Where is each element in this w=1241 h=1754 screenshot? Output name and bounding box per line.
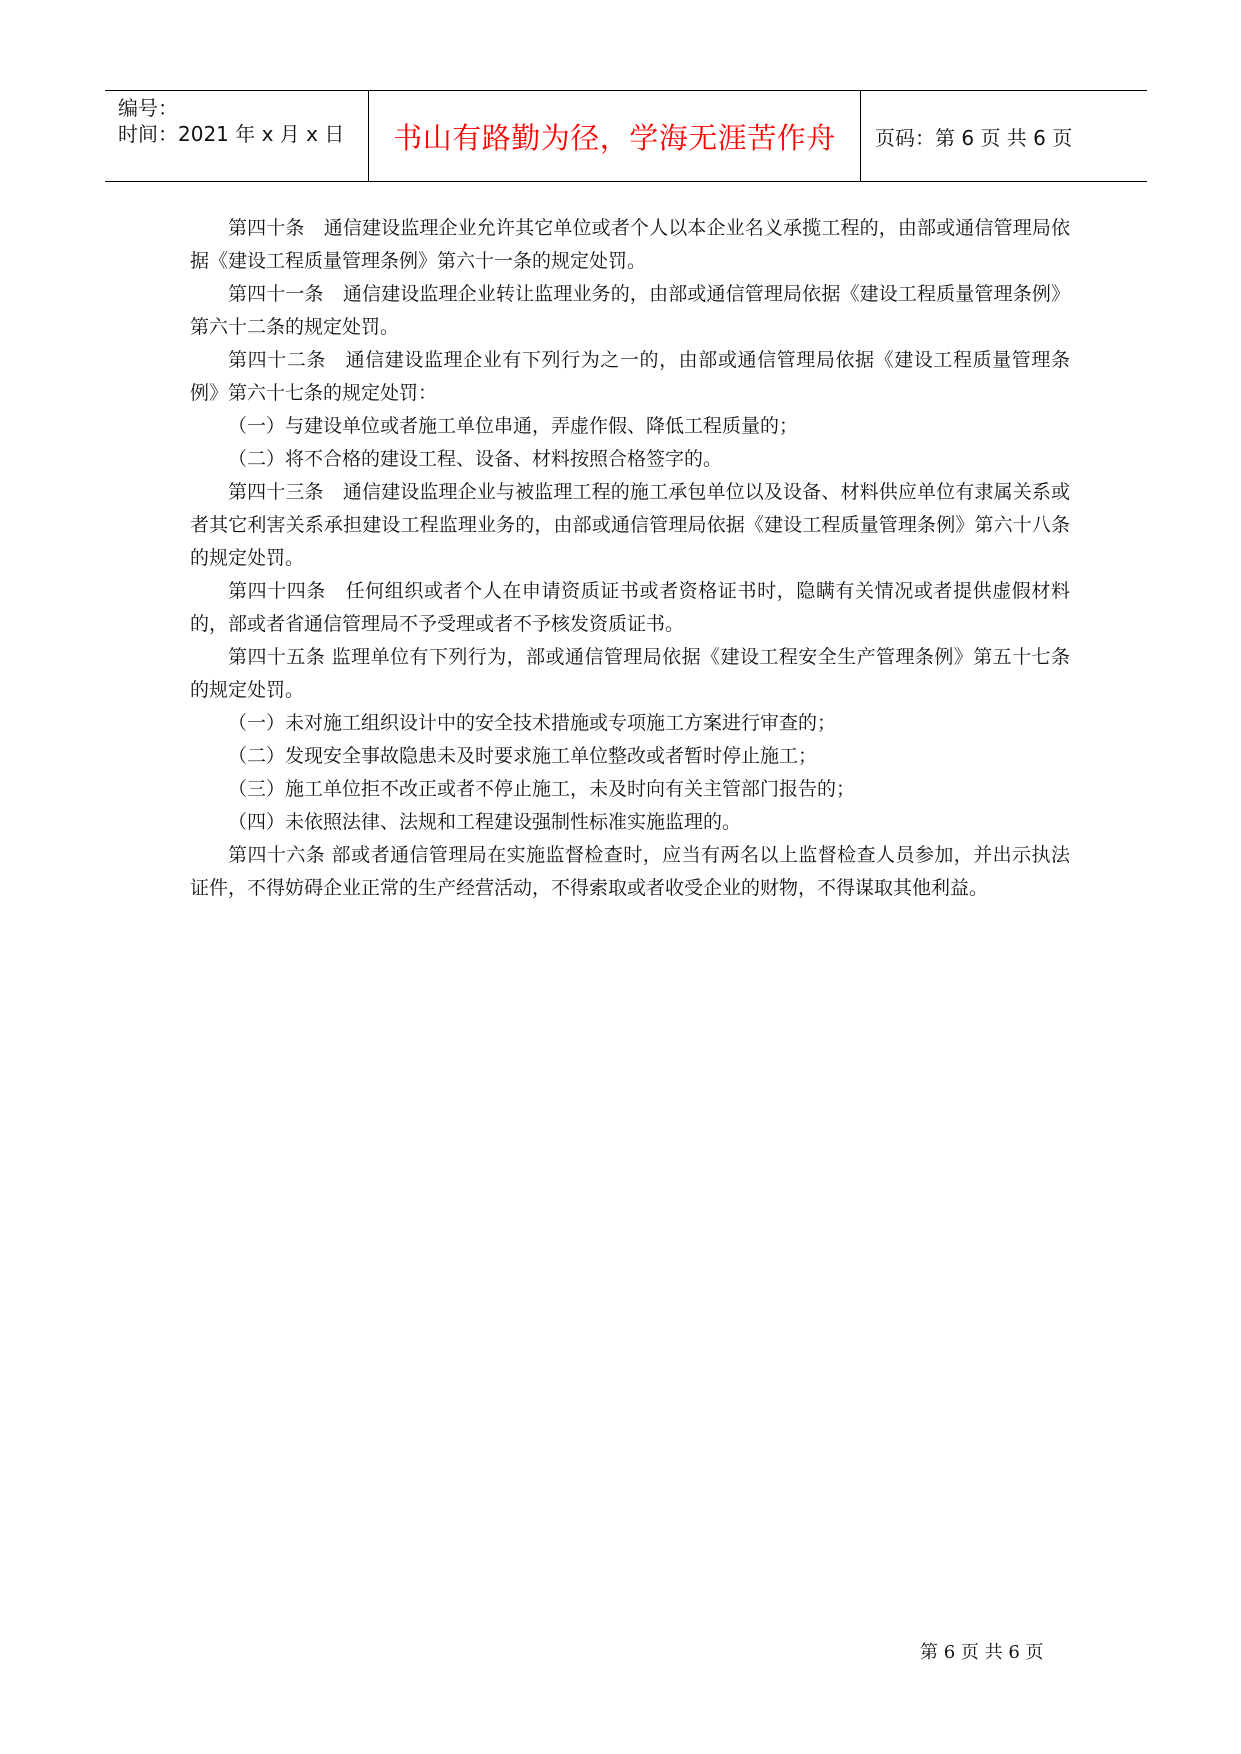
footer-page-number: 第 6 页 共 6 页 [920, 1642, 1044, 1663]
article-45-item-4: （四）未依照法律、法规和工程建设强制性标准实施监理的。 [228, 811, 742, 833]
header-page-cell [861, 91, 1147, 181]
header-motto-cell [369, 91, 861, 181]
time-label: 时间：2021 年 x 月 x 日 [118, 122, 345, 146]
article-45-item-3: （三）施工单位拒不改正或者不停止施工，未及时向有关主管部门报告的； [228, 778, 856, 800]
article-46: 第四十六条 部或者通信管理局在实施监督检查时，应当有两名以上监督检查人员参加，并出示执法证件，不得妨碍企业正常的生产经营活动，不得索取或者收受企业的财物，不得谋取其他利益。 [190, 844, 1070, 899]
article-42-item-1: （一）与建设单位或者施工单位串通，弄虚作假、降低工程质量的； [228, 415, 799, 437]
page-header [105, 90, 1147, 182]
article-42: 第四十二条 通信建设监理企业有下列行为之一的，由部或通信管理局依据《建设工程质量管理条例》第六十七条的规定处罚： [190, 349, 1070, 404]
article-42-item-2: （二）将不合格的建设工程、设备、材料按照合格签字的。 [228, 448, 723, 470]
article-43: 第四十三条 通信建设监理企业与被监理工程的施工承包单位以及设备、材料供应单位有隶属关系或者其它利害关系承担建设工程监理业务的，由部或通信管理局依据《建设工程质量管理条例》第六十八条的规定处罚。 [190, 481, 1070, 569]
header-info-cell [105, 91, 369, 181]
article-45: 第四十五条 监理单位有下列行为，部或通信管理局依据《建设工程安全生产管理条例》第五十七条的规定处罚。 [190, 646, 1070, 701]
document-body [190, 212, 1070, 905]
article-44: 第四十四条 任何组织或者个人在申请资质证书或者资格证书时，隐瞒有关情况或者提供虚假材料的，部或者省通信管理局不予受理或者不予核发资质证书。 [190, 580, 1070, 635]
header-page-label: 页码：第 6 页 共 6 页 [875, 125, 1073, 150]
page-footer [920, 1638, 1044, 1664]
article-45-item-1: （一）未对施工组织设计中的安全技术措施或专项施工方案进行审查的； [228, 712, 837, 734]
serial-number-label: 编号： [118, 96, 178, 120]
article-41: 第四十一条 通信建设监理企业转让监理业务的，由部或通信管理局依据《建设工程质量管理条例》第六十二条的规定处罚。 [190, 283, 1070, 338]
motto-text: 书山有路勤为径，学海无涯苦作舟 [393, 120, 836, 155]
article-40: 第四十条 通信建设监理企业允许其它单位或者个人以本企业名义承揽工程的，由部或通信管理局依据《建设工程质量管理条例》第六十一条的规定处罚。 [190, 217, 1070, 272]
article-45-item-2: （二）发现安全事故隐患未及时要求施工单位整改或者暂时停止施工； [228, 745, 818, 767]
